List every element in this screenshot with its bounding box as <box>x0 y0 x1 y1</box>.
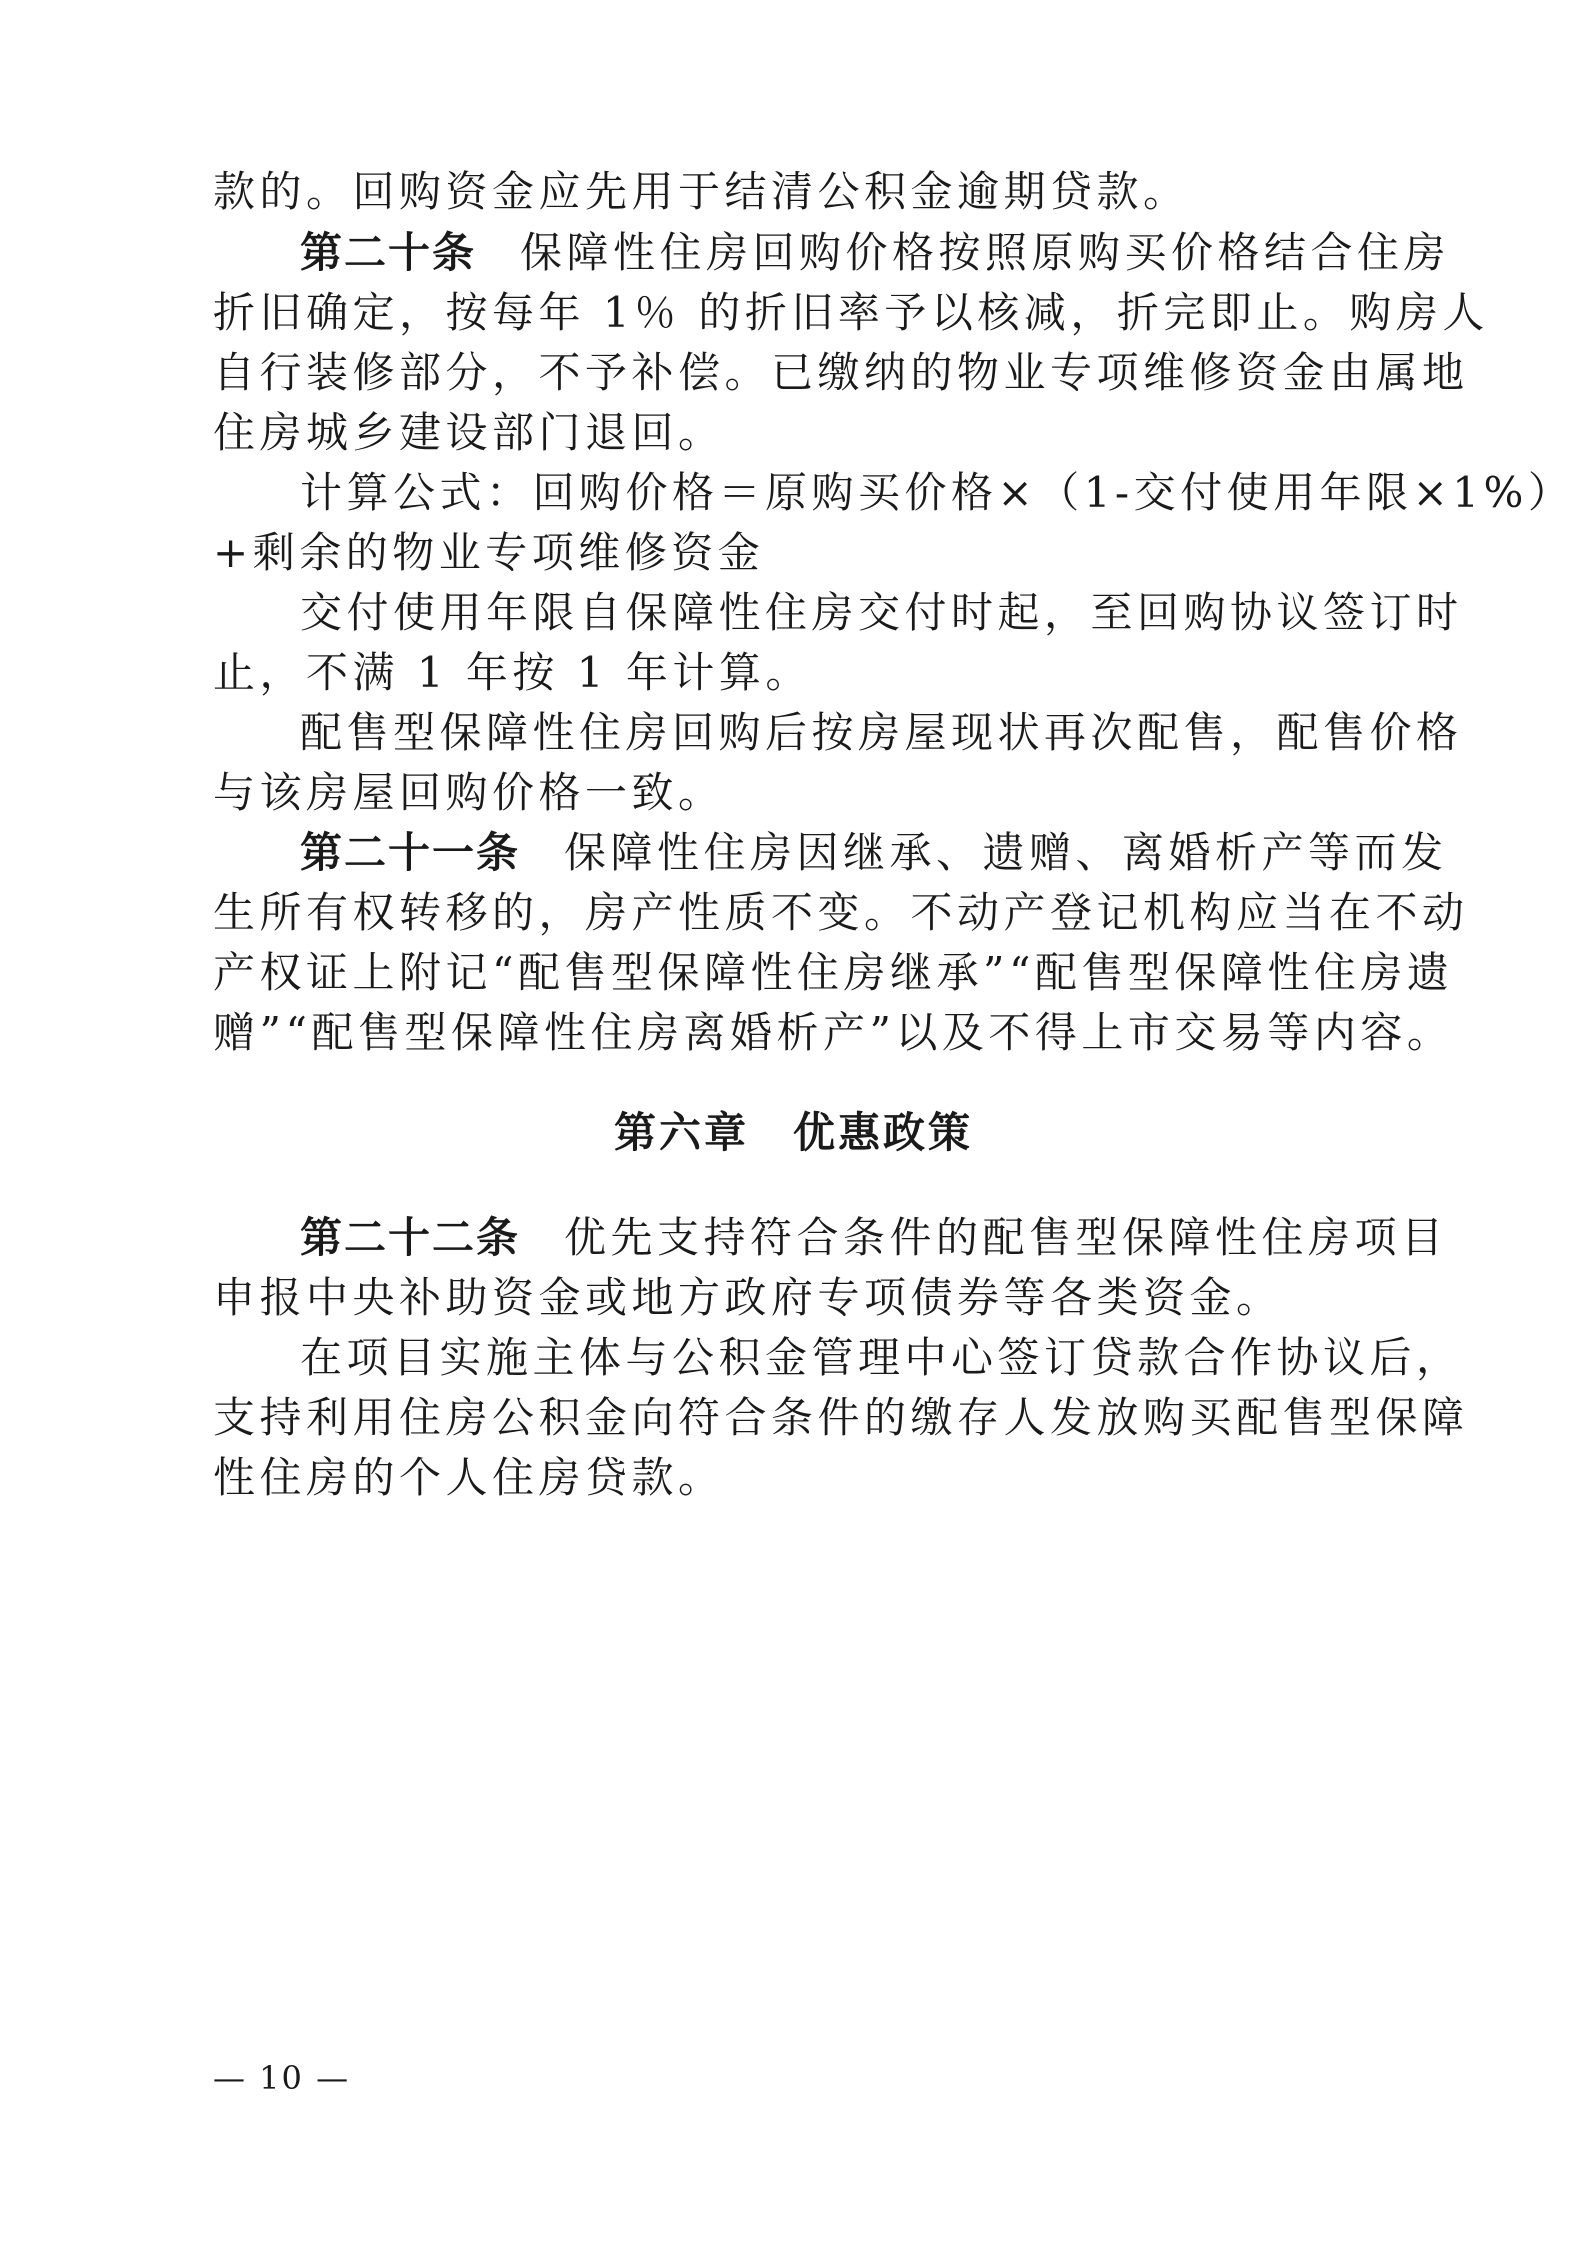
article-21-line <box>300 823 1450 883</box>
paragraph-line: 赠”“配售型保障性住房离婚析产”以及不得上市交易等内容。 <box>213 1008 1454 1057</box>
article-20-text: 保障性住房回购价格按照原购买价格结合住房 <box>520 228 1451 277</box>
paragraph-line: 与该房屋回购价格一致。 <box>213 768 725 817</box>
paragraph-line: 生所有权转移的，房产性质不变。不动产登记机构应当在不动 <box>213 888 1469 937</box>
paragraph-line: 支持利用住房公积金向符合条件的缴存人发放购买配售型保障 <box>213 1393 1469 1442</box>
chapter-heading <box>0 1103 1587 1163</box>
article-20-heading: 第二十条 <box>300 228 477 277</box>
paragraph-line: 性住房的个人住房贷款。 <box>213 1453 725 1502</box>
paragraph-line: 配售型保障性住房回购后按房屋现状再次配售，配售价格 <box>300 708 1463 757</box>
formula-line: +剩余的物业专项维修资金 <box>213 528 765 577</box>
page-number: — 10 — <box>213 2059 351 2097</box>
paragraph-line: 款的。回购资金应先用于结清公积金逾期贷款。 <box>213 167 1190 216</box>
paragraph-line: 住房城乡建设部门退回。 <box>213 408 725 457</box>
paragraph-line: 申报中央补助资金或地方政府专项债券等各类资金。 <box>213 1273 1283 1322</box>
chapter-title: 优惠政策 <box>793 1108 974 1157</box>
article-20-line <box>300 223 1450 283</box>
article-21-text: 保障性住房因继承、遗赠、离婚析产等而发 <box>564 828 1448 877</box>
paragraph-line: 在项目实施主体与公积金管理中心签订贷款合作协议后， <box>300 1333 1463 1382</box>
chapter-number: 第六章 <box>613 1108 749 1157</box>
paragraph-line: 止，不满 1 年按 1 年计算。 <box>213 648 812 697</box>
article-21-heading: 第二十一条 <box>300 828 521 877</box>
paragraph-line: 产权证上附记“配售型保障性住房继承”“配售型保障性住房遗 <box>213 948 1454 997</box>
paragraph-line: 折旧确定，按每年 1％ 的折旧率予以核减，折完即止。购房人 <box>213 288 1489 337</box>
formula-line: 计算公式：回购价格＝原购买价格×（1-交付使用年限×1%） <box>300 468 1575 517</box>
article-22-text: 优先支持符合条件的配售型保障性住房项目 <box>564 1213 1448 1262</box>
article-22-line <box>300 1208 1450 1268</box>
article-22-heading: 第二十二条 <box>300 1213 521 1262</box>
paragraph-line: 交付使用年限自保障性住房交付时起，至回购协议签订时 <box>300 588 1463 637</box>
paragraph-line: 自行装修部分，不予补偿。已缴纳的物业专项维修资金由属地 <box>213 348 1469 397</box>
